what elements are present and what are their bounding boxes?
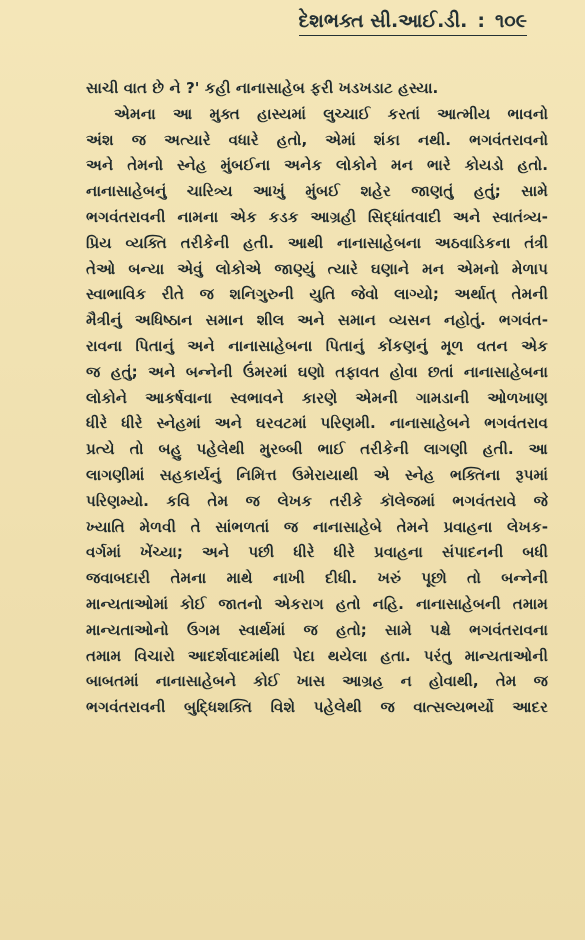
running-header <box>299 10 527 32</box>
text-line: માન્યતાઓનો ઉગમ સ્વાર્થમાં જ હતો; સામે પક્ષે ભગવંતરાવના <box>86 620 548 639</box>
text-line: લોકોને આકર્ષવાના સ્વભાવને કારણે એમની ગામડાની ઓળખાણ <box>86 388 548 407</box>
text-line: ખ્યાતિ મેળવી તે સાંભળતાં જ નાનાસાહેબે તેમને પ્રવાહના લેખક- <box>86 517 548 536</box>
page-number: ૧૦૯ <box>495 10 527 32</box>
text-line: ભગવંતરાવની બુદ્ધિશક્તિ વિશે પહેલેથી જ વાત્સલ્યભર્યો આદર <box>86 698 548 717</box>
text-line: નાનાસાહેબનું ચારિત્ર્ય આખું મુંબઈ શહેર જાણતું હતું; સામે <box>86 182 548 201</box>
text-line: પ્રત્યે તો બહુ પહેલેથી મુરબ્બી ભાઈ તરીકેની લાગણી હતી. આ <box>86 440 548 459</box>
text-line: સાચી વાત છે ને ?' કહી નાનાસાહેબ ફરી ખડખડાટ હસ્યા. <box>86 79 439 97</box>
text-line: જ હતું; અને બન્નેની ઉંમરમાં ઘણો તફાવત હોવા છતાં નાનાસાહેબના <box>86 362 548 381</box>
body-text <box>86 76 548 721</box>
text-line: ભગવંતરાવની નામના એક કડક આગ્રહી સિદ્ધાંતવાદી અને સ્વાતંત્ર્ય- <box>86 207 548 226</box>
text-line: તમામ વિચારો આદર્શવાદમાંથી પેદા થયેલા હતા. પરંતુ માન્યતાઓની <box>86 646 548 665</box>
text-line: લાગણીમાં સહકાર્યનું નિમિત્ત ઉમેરાયાથી એ સ્નેહ ભક્તિના રૂપમાં <box>86 465 548 484</box>
text-line: વર્ગમાં ખેંચ્યા; અને પછી ધીરે ધીરે પ્રવાહના સંપાદનની બધી <box>86 543 548 562</box>
text-line: રાવના પિતાનું અને નાનાસાહેબના પિતાનું કોંકણનું મૂળ વતન એક <box>86 336 548 355</box>
text-line: એમના આ મુક્ત હાસ્યમાં લુચ્ચાઈ કરતાં આત્મીય ભાવનો <box>114 104 548 123</box>
text-line: પરિણમ્યો. કવિ તેમ જ લેખક તરીકે કૉલેજમાં ભગવંતરાવે જે <box>86 491 548 510</box>
text-line: મૈત્રીનું અધિષ્ઠાન સમાન શીલ અને સમાન વ્યસન નહોતું. ભગવંત- <box>86 311 548 330</box>
text-line: જવાબદારી તેમના માથે નાખી દીધી. ખરું પૂછો તો બન્નેની <box>86 569 548 588</box>
text-line: બાબતમાં નાનાસાહેબને કોઈ ખાસ આગ્રહ ન હોવાથી, તેમ જ <box>86 672 548 691</box>
text-line: માન્યતાઓમાં કોઈ જાતનો એકરાગ હતો નહિ. નાનાસાહેબની તમામ <box>86 594 548 613</box>
header-separator: : <box>477 10 485 32</box>
text-line: સ્વાભાવિક રીતે જ શનિગુરુની યુતિ જેવો લાગ્યો; અર્થાત્ તેમની <box>86 285 548 304</box>
text-line: તેઓ બન્યા એવું લોકોએ જાણ્યું ત્યારે ઘણાને મન એમનો મેળાપ <box>86 259 548 278</box>
running-title: દેશભક્ત સી.આઈ.ડી. <box>298 10 468 32</box>
text-line: અંશ જ અત્યારે વધારે હતો, એમાં શંકા નથી. ભગવંતરાવનો <box>86 130 548 149</box>
text-line: અને તેમનો સ્નેહ મુંબઈના અનેક લોકોને મન ભારે કોયડો હતો. <box>86 156 548 175</box>
text-line: પ્રિય વ્યક્તિ તરીકેની હતી. આથી નાનાસાહેબના અઠવાડિકના તંત્રી <box>86 233 548 252</box>
header-underline <box>299 35 527 36</box>
text-line: ધીરે ધીરે સ્નેહમાં અને ઘરવટમાં પરિણમી. નાનાસાહેબને ભગવંતરાવ <box>86 414 548 433</box>
